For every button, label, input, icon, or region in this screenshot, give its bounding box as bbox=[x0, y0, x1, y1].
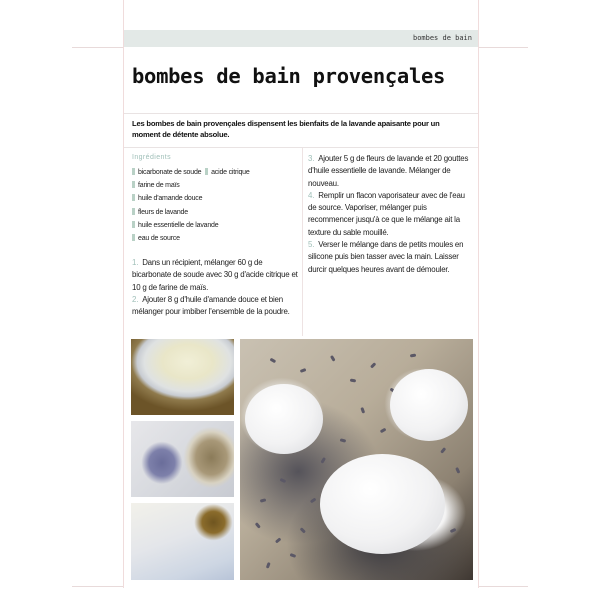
bath-bomb bbox=[390, 369, 468, 441]
ingredient-item: bicarbonate de soude acide citrique bbox=[132, 166, 300, 179]
step-2: 2. Ajouter 8 g d'huile d'amande douce et bien mélanger pour imbiber l'ensemble de la poudre. bbox=[132, 294, 290, 317]
bath-bomb bbox=[320, 454, 445, 554]
photo-powder-with-essential-oil bbox=[131, 503, 234, 580]
steps-column-left bbox=[132, 257, 300, 318]
ingredient-item: eau de source bbox=[132, 232, 300, 245]
ingredient-item: huile essentielle de lavande bbox=[132, 219, 300, 232]
column-divider bbox=[302, 148, 303, 336]
ingredient-item: huile d'amande douce bbox=[132, 192, 300, 205]
step-number: 3. bbox=[308, 154, 315, 163]
magazine-page bbox=[123, 0, 479, 588]
bullet-icon bbox=[205, 168, 208, 175]
bullet-icon bbox=[132, 168, 135, 175]
photo-finished-bath-bombs-on-lavender bbox=[240, 339, 473, 580]
step-number: 5. bbox=[308, 240, 315, 250]
photo-bowl-of-powder-mixture bbox=[131, 339, 234, 415]
step-number: 1. bbox=[132, 258, 139, 267]
bullet-icon bbox=[132, 234, 135, 241]
running-header-band bbox=[124, 30, 478, 47]
steps-column-right bbox=[308, 153, 470, 276]
ingredient-item: farine de maïs bbox=[132, 179, 300, 192]
ingredient-item: fleurs de lavande bbox=[132, 206, 300, 219]
photo-lavender-flowers-and-jar bbox=[131, 421, 234, 497]
step-3: 3. Ajouter 5 g de fleurs de lavande et 20 gouttes d'huile essentielle de lavande. Mélanger de nouveau. bbox=[308, 154, 469, 188]
crop-mark-top-right bbox=[478, 47, 528, 48]
step-number: 4. bbox=[308, 190, 315, 200]
divider bbox=[124, 147, 478, 148]
running-header: bombes de bain bbox=[412, 34, 472, 42]
step-5: 5. Verser le mélange dans de petits moules en silicone puis bien tasser avec la main. Laisser durcir quelques heures avant de démouler. bbox=[308, 240, 464, 274]
bath-bomb bbox=[245, 384, 323, 454]
bullet-icon bbox=[132, 181, 135, 188]
page-title: bombes de bain provençales bbox=[132, 64, 446, 88]
step-1: 1. Dans un récipient, mélanger 60 g de bicarbonate de soude avec 30 g d'acide citrique et 10 g de farine de maïs. bbox=[132, 258, 298, 292]
divider bbox=[124, 113, 478, 114]
crop-mark-top-left bbox=[72, 47, 124, 48]
step-4: 4. Remplir un flacon vaporisateur avec de l'eau de source. Vaporiser, mélanger puis recommencer jusqu'à ce que le mélange ait la texture du sable mouillé. bbox=[308, 190, 465, 237]
step-number: 2. bbox=[132, 294, 139, 304]
ingredients-list bbox=[132, 166, 300, 245]
bullet-icon bbox=[132, 208, 135, 215]
bullet-icon bbox=[132, 221, 135, 228]
bullet-icon bbox=[132, 194, 135, 201]
ingredients-label: Ingrédients bbox=[132, 154, 172, 161]
intro-paragraph: Les bombes de bain provençales dispensent les bienfaits de la lavande apaisante pour un moment de détente absolue. bbox=[132, 119, 440, 139]
